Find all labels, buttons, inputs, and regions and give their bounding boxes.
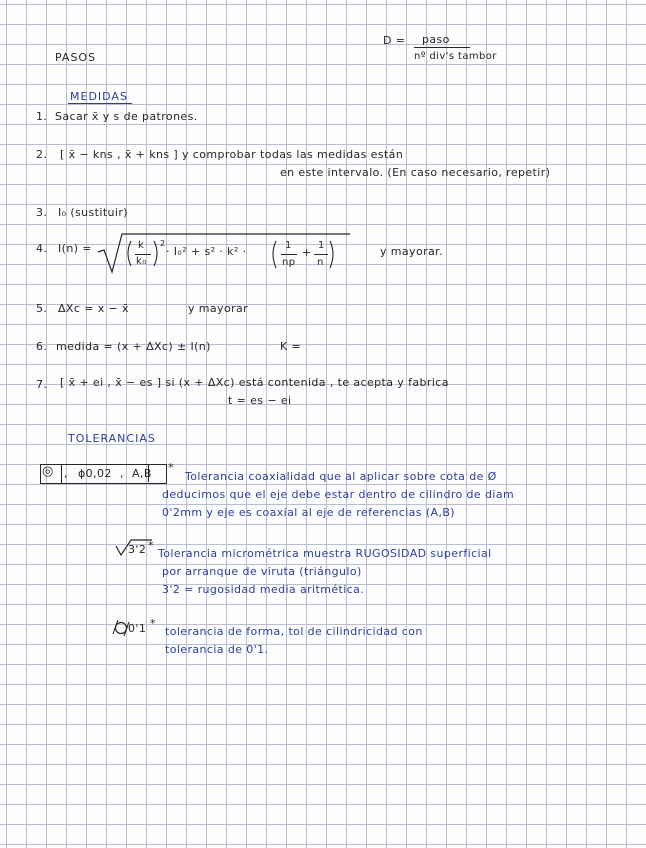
frame-ref: A,B (132, 467, 152, 480)
step-after: y mayorar. (380, 245, 443, 258)
coaxial-line: 0'2mm y eje es coaxial al eje de referencias (A,B) (162, 506, 455, 519)
step-text-continuation: en este intervalo. (En caso necesario, repetir) (280, 166, 551, 179)
step-number: 5. (36, 302, 48, 315)
d-formula-lhs: D = (383, 34, 406, 47)
roughness-line: Tolerancia micrométrica muestra RUGOSIDAD superficial (158, 547, 492, 560)
step-after: K = (280, 340, 302, 353)
step-text: I₀ (sustituir) (58, 206, 128, 219)
frac-n: n (317, 257, 324, 268)
step-number: 6. (36, 340, 48, 353)
frame-separator: , (64, 467, 68, 480)
formula-lhs: I(n) = (58, 242, 92, 255)
roughness-line: por arranque de viruta (triángulo) (162, 565, 362, 578)
coaxiality-icon: ◎ (42, 464, 54, 479)
cylindricity-label: 0'1 (128, 622, 147, 635)
heading-medidas: MEDIDAS (70, 90, 128, 103)
step-number: 7. (36, 378, 48, 391)
heading-pasos: PASOS (55, 51, 97, 64)
step-number: 4. (36, 242, 48, 255)
d-formula-denominator: nº div's tambor (414, 51, 497, 62)
step-text: ΔXc = x − x̄ (58, 302, 129, 315)
step-number: 3. (36, 206, 48, 219)
d-formula-numerator: paso (422, 33, 450, 46)
asterisk-mark: * (168, 461, 174, 474)
frac-k0: k₀ (136, 256, 147, 267)
asterisk-mark: * (150, 617, 156, 630)
step-after: y mayorar (188, 302, 249, 315)
frac-np: np (282, 257, 296, 268)
roughness-label: 3'2 (128, 543, 147, 556)
frac-one-b: 1 (318, 240, 325, 251)
heading-tolerancias: TOLERANCIAS (68, 432, 156, 445)
step-text: [ x̄ − kns , x̄ + kns ] y comprobar todas las medidas están (60, 148, 404, 161)
frac-k: k (138, 240, 145, 251)
step-text: [ x̄ + ei , x̄ − es ] si (x + ΔXc) está contenida , te acepta y fabrica (60, 376, 449, 389)
cylindricity-line: tolerancia de 0'1. (165, 643, 269, 656)
formula-term: · I₀² + s² · k² · (166, 245, 247, 258)
frame-separator: , (120, 467, 124, 480)
cylindricity-line: tolerancia de forma, tol de cilindricidad con (165, 625, 423, 638)
step-text: Sacar x̄ y s de patrones. (55, 110, 198, 123)
sup-2: 2 (160, 239, 166, 248)
frac-one: 1 (285, 240, 292, 251)
step-number: 1. (36, 110, 48, 123)
frac-plus: + (302, 246, 312, 259)
step-text: medida = (x + ΔXc) ± I(n) (56, 340, 211, 353)
asterisk-mark: * (148, 539, 154, 552)
roughness-line: 3'2 = rugosidad media aritmética. (162, 583, 365, 596)
coaxial-line: Tolerancia coaxialidad que al aplicar sobre cota de Ø (185, 470, 497, 483)
step-number: 2. (36, 148, 48, 161)
step-text-continuation: t = es − ei (228, 394, 292, 407)
coaxial-line: deducimos que el eje debe estar dentro de cilindro de diam (162, 488, 515, 501)
frame-value: ϕ0,02 (78, 467, 112, 480)
